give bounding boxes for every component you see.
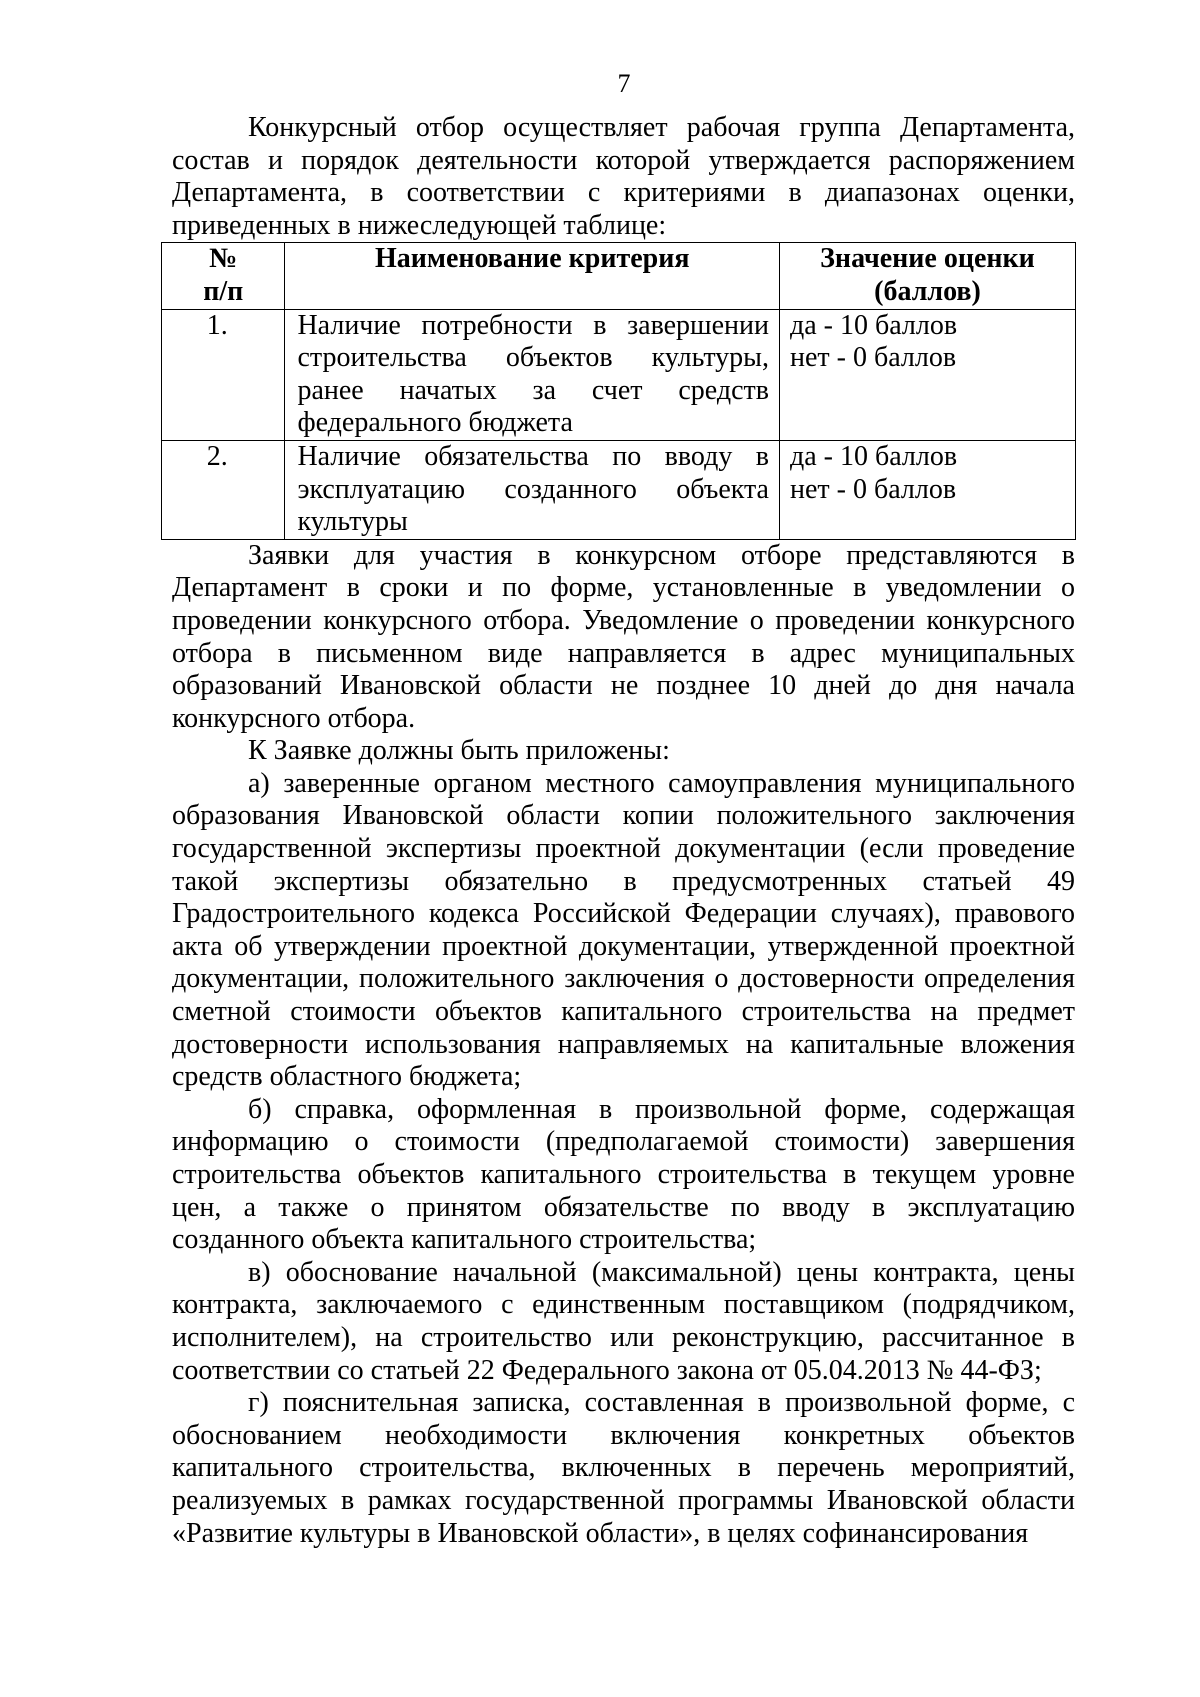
intro-paragraph: Конкурсный отбор осуществляет рабочая группа Департамента, состав и порядок деятельности которой утверждается распоряжением Департамента, в соответствии с критериями в диапазонах оценки, приведенных в нижеследующей таблице: <box>172 112 1075 241</box>
table-row <box>162 440 1076 539</box>
header-score-value: Значение оценки (баллов) <box>780 243 1076 309</box>
paragraph-item-v: в) обоснование начальной (максимальной) цены контракта, цены контракта, заключаемого с единственным поставщиком (подрядчиком, исполнителем), на строительство или реконструкцию, рассчитанное в соответствии со статьей 22 Федерального закона от 05.04.2013 № 44-ФЗ; <box>172 1256 1075 1386</box>
row-score: да - 10 баллов нет - 0 баллов <box>780 309 1076 440</box>
paragraph-item-b: б) справка, оформленная в произвольной форме, содержащая информацию о стоимости (предполагаемой стоимости) завершения строительства объектов капитального строительства в текущем уровне цен, а также о принятом обязательстве по вводу в эксплуатацию созданного объекта капитального строительства; <box>172 1093 1075 1256</box>
header-criterion-name: Наименование критерия <box>285 243 780 309</box>
table-row <box>162 309 1076 440</box>
table-header-row <box>162 243 1076 309</box>
row-criterion: Наличие потребности в завершении строительства объектов культуры, ранее начатых за счет средств федерального бюджета <box>285 309 780 440</box>
document-body <box>172 112 1075 1550</box>
row-score: да - 10 баллов нет - 0 баллов <box>780 440 1076 539</box>
row-number: 2. <box>162 440 285 539</box>
paragraph-applications: Заявки для участия в конкурсном отборе представляются в Департамент в сроки и по форме, установленные в уведомлении о проведении конкурсного отбора. Уведомление о проведении конкурсного отбора в письменном виде направляется в адрес муниципальных образований Ивановской области не позднее 10 дней до дня начала конкурсного отбора. <box>172 539 1075 734</box>
paragraph-item-a: а) заверенные органом местного самоуправления муниципального образования Ивановской области копии положительного заключения государственной экспертизы проектной документации (если проведение такой экспертизы обязательно в предусмотренных статьей 49 Градостроительного кодекса Российской Федерации случаях), правового акта об утверждении проектной документации, утвержденной проектной документации, положительного заключения о достоверности определения сметной стоимости объектов капитального строительства на предмет достоверности использования направляемых на капитальные вложения средств областного бюджета; <box>172 767 1075 1093</box>
paragraph-attachments-intro: К Заявке должны быть приложены: <box>248 735 670 767</box>
row-number: 1. <box>162 309 285 440</box>
page-number: 7 <box>617 69 631 98</box>
header-number: № п/п <box>162 243 285 309</box>
row-criterion: Наличие обязательства по вводу в эксплуатацию созданного объекта культуры <box>285 440 780 539</box>
paragraph-item-g: г) пояснительная записка, составленная в произвольной форме, с обоснованием необходимости включения конкретных объектов капитального строительства, включенных в перечень мероприятий, реализуемых в рамках государственной программы Ивановской области «Развитие культуры в Ивановской области», в целях софинансирования <box>172 1387 1075 1549</box>
criteria-table <box>161 242 1076 539</box>
